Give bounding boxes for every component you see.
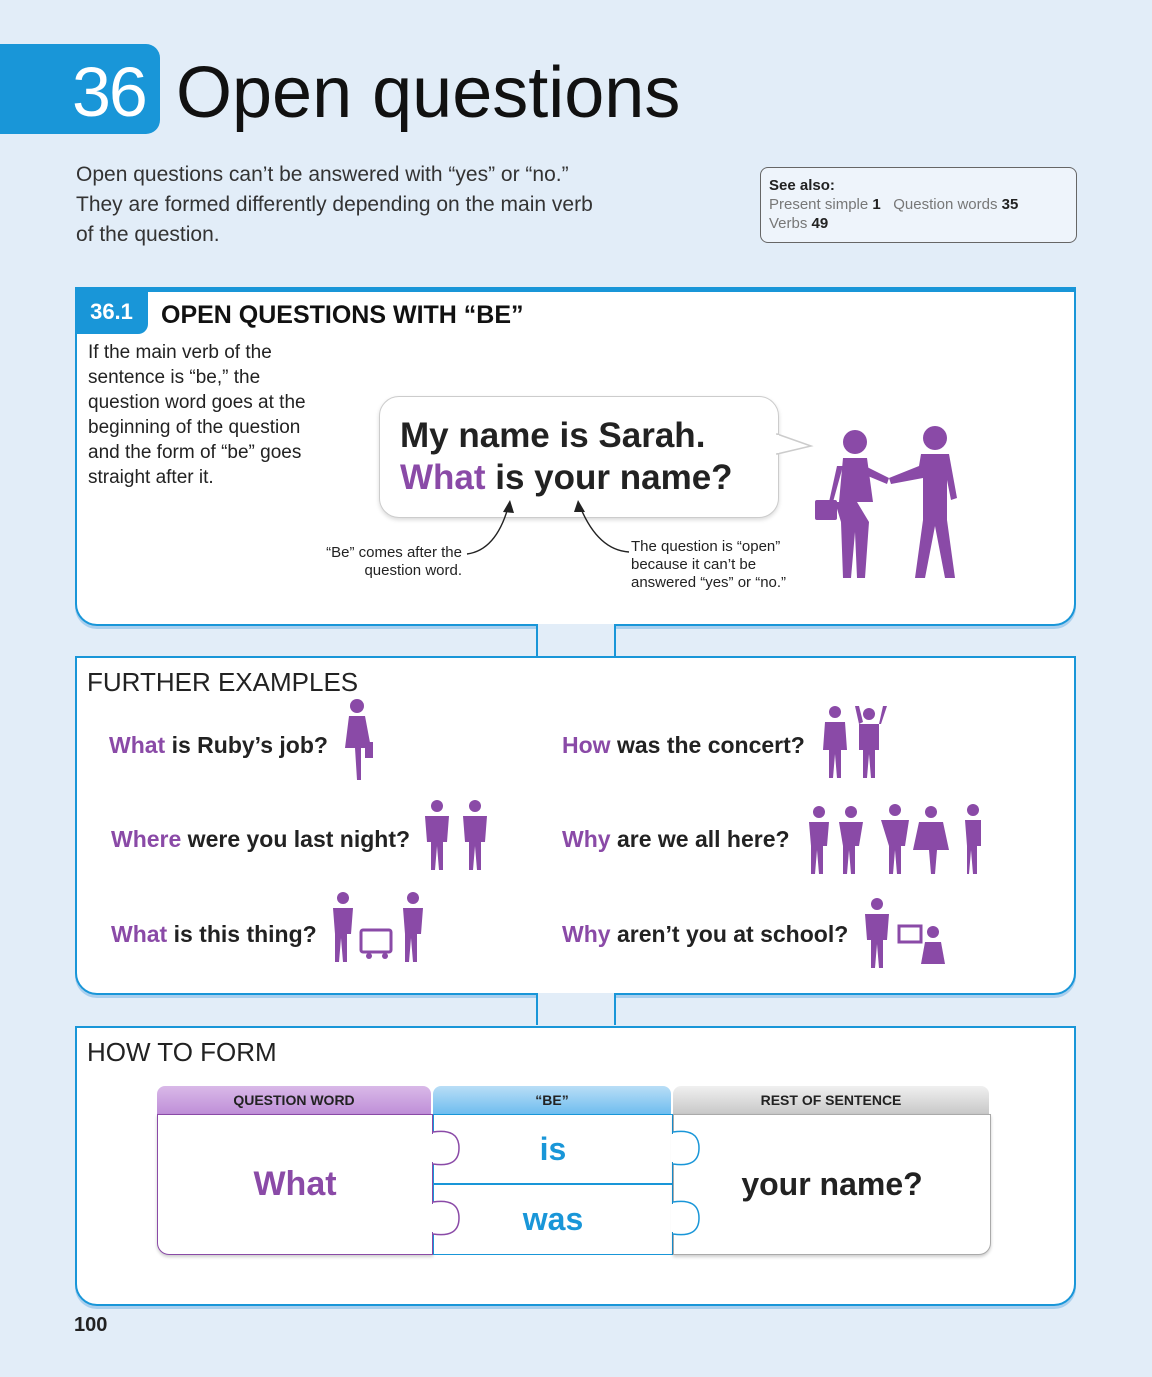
businesswoman-icon [339,698,379,782]
section-panel [75,287,1076,626]
how-to-form-heading: HOW TO FORM [87,1037,277,1067]
chapter-number: 36 [72,53,146,131]
group-people-icon [805,804,989,876]
example-sentence [111,826,410,853]
see-also-num: 49 [811,215,829,232]
panel-connector [536,624,616,656]
example-question-word: Why [562,826,611,852]
people-greeting-icon [807,422,977,582]
how-to-form-panel [75,1026,1076,1306]
child-tv-icon [859,894,949,970]
be-form-block: was [433,1184,673,1255]
puzzle-tab-icon [431,1198,465,1238]
example-sentence [111,921,317,948]
example-rest: were you last night? [181,826,411,852]
note-be-after: “Be” comes after the question word. [326,544,462,579]
example-rest: was the concert? [610,732,805,758]
be-form-block: is [433,1114,673,1184]
example-sentence [562,826,790,853]
see-also-link[interactable]: Question words [893,196,998,213]
puzzle-tab-icon [671,1128,705,1168]
note-open: The question is “open” because it can’t be answered “yes” or “no.” [631,538,787,591]
example-sentence [562,732,805,759]
question-word-block: What [157,1114,433,1255]
example-rest: are we all here? [610,826,790,852]
concert-people-icon [817,704,889,780]
section-title: OPEN QUESTIONS WITH “BE” [161,301,524,329]
section-description: If the main verb of the sentence is “be,” the question word goes at the beginning of the question and the form of “be” goes straight after it. [88,342,306,488]
see-also-num: 35 [1001,196,1019,213]
see-also-heading: See also: [769,177,835,194]
section-number: 36.1 [75,290,148,334]
panel-connector [536,993,616,1025]
example-question-word: Why [562,921,611,947]
example-question-word: How [562,732,611,758]
bubble-line1: My name is Sarah. [400,416,706,455]
puzzle-tab-icon [431,1128,465,1168]
two-people-icon [419,798,497,872]
further-examples-panel [75,656,1076,995]
intro-text: Open questions can’t be answered with “yes” or “no.” They are formed differently depending on the main verb of the question. [76,163,593,246]
rest-of-sentence-block: your name? [673,1114,991,1255]
further-examples-heading: FURTHER EXAMPLES [87,667,359,697]
example-rest: is Ruby’s job? [165,732,328,758]
see-also-link[interactable]: Verbs [769,215,808,232]
people-with-thing-icon [329,890,429,964]
see-also-link[interactable]: Present simple [769,196,869,213]
chapter-title: Open questions [176,53,681,133]
example-sentence [109,732,328,759]
page-number: 100 [74,1314,108,1336]
column-header-be: “BE” [433,1086,671,1114]
see-also-box [760,167,1077,243]
puzzle-tab-icon [671,1198,705,1238]
column-header-rest: REST OF SENTENCE [673,1086,989,1114]
bubble-line2-rest: is your name? [485,458,733,497]
example-sentence [562,921,848,948]
example-rest: aren’t you at school? [610,921,849,947]
example-question-word: Where [111,826,182,852]
example-question-word: What [111,921,168,947]
example-rest: is this thing? [167,921,317,947]
question-word: What [400,458,486,497]
column-header-question-word: QUESTION WORD [157,1086,431,1114]
example-question-word: What [109,732,166,758]
see-also-num: 1 [872,196,881,213]
